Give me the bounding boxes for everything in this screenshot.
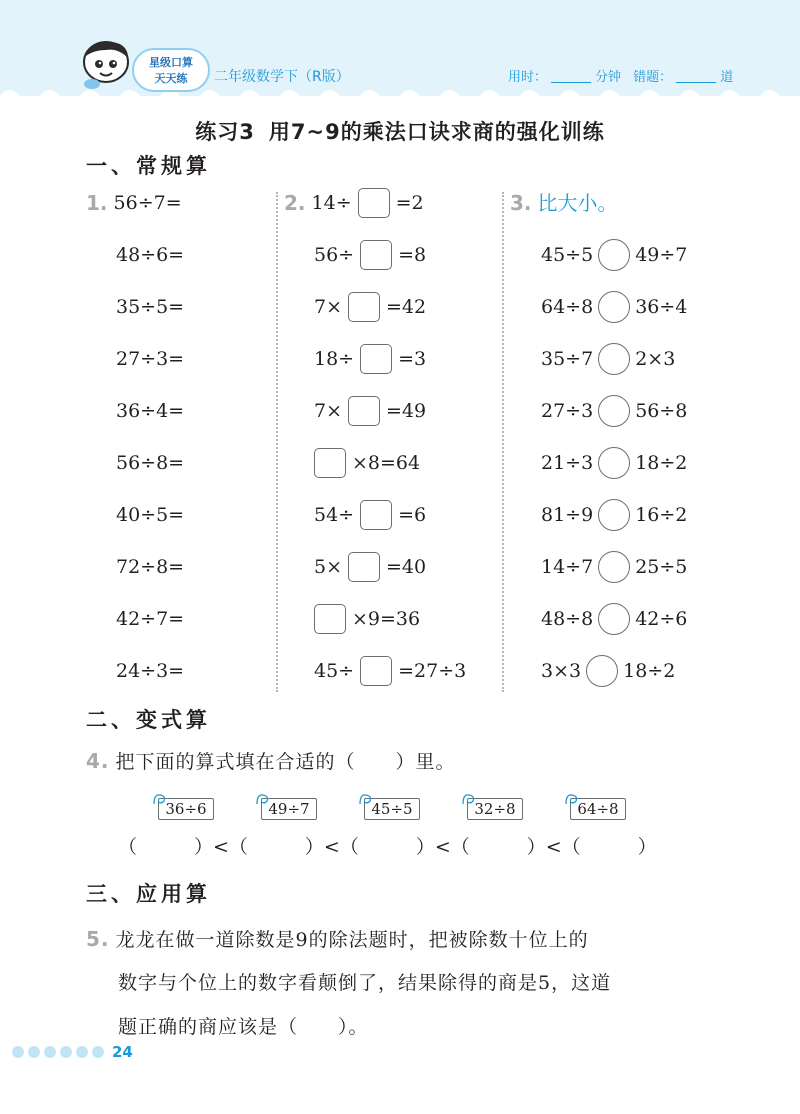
answer-box[interactable]	[314, 604, 346, 634]
time-errors-field	[508, 66, 733, 85]
q3-item	[541, 604, 687, 634]
compare-right: 18÷2	[623, 660, 676, 682]
q1-item	[116, 240, 184, 270]
compare-circle[interactable]	[598, 343, 630, 375]
equation-text: 72÷8=	[116, 556, 185, 578]
column-divider	[502, 192, 504, 692]
equation-text: 48÷6=	[116, 244, 185, 266]
q2-item	[314, 396, 426, 426]
compare-left: 3×3	[541, 660, 582, 682]
equation-left: 45÷	[314, 660, 355, 682]
answer-box[interactable]	[358, 188, 390, 218]
equation-left: 7×	[314, 296, 343, 318]
answer-box[interactable]	[348, 396, 380, 426]
equation-right: ×9=36	[352, 608, 421, 630]
equation-left: 7×	[314, 400, 343, 422]
grade-label: 二年级数学下（R版）	[214, 69, 350, 85]
column-divider	[276, 192, 278, 692]
equation-text: 24÷3=	[116, 660, 185, 682]
compare-right: 49÷7	[635, 244, 688, 266]
equation-text: 42÷7=	[116, 608, 185, 630]
q2-item	[314, 448, 420, 478]
card-expression: 32÷8	[474, 800, 516, 818]
card-expression: 36÷6	[165, 800, 207, 818]
expression-card	[255, 792, 319, 824]
equation-right: =49	[386, 400, 427, 422]
page-title	[0, 116, 800, 146]
section-heading-regular: 一、常规算	[86, 154, 211, 178]
q3-heading	[510, 188, 618, 218]
q2-item	[314, 292, 426, 322]
minute-label: 分钟	[595, 70, 622, 85]
compare-right: 25÷5	[635, 556, 688, 578]
equation-left: 14÷	[311, 192, 352, 214]
equation-left: 54÷	[314, 504, 355, 526]
section-heading-application: 三、应用算	[86, 882, 211, 906]
q3-item	[541, 500, 687, 530]
answer-box[interactable]	[348, 292, 380, 322]
equation-text: 56÷7=	[113, 192, 182, 214]
compare-circle[interactable]	[598, 447, 630, 479]
equation-right: ×8=64	[352, 452, 421, 474]
exercise-number: 练习3	[195, 120, 255, 144]
q1-item	[116, 656, 184, 686]
section-heading-variant: 二、变式算	[86, 708, 211, 732]
compare-left: 64÷8	[541, 296, 594, 318]
q2-item	[314, 240, 426, 270]
question-number: 3.	[510, 191, 532, 215]
equation-right: =6	[398, 504, 427, 526]
question-number: 4.	[86, 749, 110, 773]
question-3-instruction: 比大小。	[537, 191, 618, 215]
card-expression: 49÷7	[268, 800, 310, 818]
question-number: 2.	[284, 191, 306, 215]
exercise-title: 用7~9的乘法口诀求商的强化训练	[268, 120, 605, 144]
answer-box[interactable]	[360, 500, 392, 530]
q2-item	[314, 552, 426, 582]
equation-right: =2	[395, 192, 424, 214]
q3-item	[541, 448, 687, 478]
q2-item	[314, 500, 426, 530]
equation-left: 5×	[314, 556, 343, 578]
brand-subtitle: 天天练	[154, 72, 188, 85]
expression-card	[564, 792, 628, 824]
q2-item	[284, 188, 424, 218]
compare-left: 48÷8	[541, 608, 594, 630]
question-5-line3[interactable]: 题正确的商应该是（ ）。	[118, 1016, 369, 1038]
q3-item	[541, 552, 687, 582]
equation-left: 56÷	[314, 244, 355, 266]
compare-circle[interactable]	[598, 499, 630, 531]
answer-box[interactable]	[314, 448, 346, 478]
equation-right: =42	[386, 296, 427, 318]
q2-item	[314, 604, 420, 634]
equation-right: =3	[398, 348, 427, 370]
answer-box[interactable]	[360, 344, 392, 374]
equation-text: 27÷3=	[116, 348, 185, 370]
question-5-text: 龙龙在做一道除数是9的除法题时，把被除数十位上的	[115, 929, 589, 951]
question-4-text: 把下面的算式填在合适的（ ）里。	[115, 751, 456, 773]
compare-circle[interactable]	[598, 291, 630, 323]
q1-item	[116, 396, 184, 426]
footer-decoration	[12, 1044, 108, 1060]
compare-left: 45÷5	[541, 244, 594, 266]
q1-item	[86, 188, 182, 218]
brand-title: 星级口算	[149, 56, 193, 69]
equation-right: =27÷3	[398, 660, 467, 682]
page-number: 24	[112, 1043, 133, 1061]
errors-label: 错题：	[633, 70, 673, 85]
unit-label: 道	[720, 70, 734, 85]
question-5-line2: 数字与个位上的数字看颠倒了，结果除得的商是5，这道	[118, 972, 612, 994]
compare-right: 56÷8	[635, 400, 688, 422]
q3-item	[541, 396, 687, 426]
question-5-line1	[86, 924, 589, 955]
question-4-prompt	[86, 746, 456, 777]
q1-item	[116, 552, 184, 582]
q1-item	[116, 604, 184, 634]
compare-right: 42÷6	[635, 608, 688, 630]
equation-text: 36÷4=	[116, 400, 185, 422]
q1-item	[116, 500, 184, 530]
compare-left: 27÷3	[541, 400, 594, 422]
equation-text: 56÷8=	[116, 452, 185, 474]
q2-item	[314, 656, 466, 686]
card-expression: 64÷8	[577, 800, 619, 818]
q3-item	[541, 344, 675, 374]
compare-right: 2×3	[635, 348, 676, 370]
q1-item	[116, 448, 184, 478]
order-answer-row[interactable]: （ ）<（ ）<（ ）<（ ）<（ ）	[118, 836, 657, 858]
compare-circle[interactable]	[598, 551, 630, 583]
compare-left: 35÷7	[541, 348, 594, 370]
expression-card	[152, 792, 216, 824]
answer-box[interactable]	[348, 552, 380, 582]
compare-circle[interactable]	[598, 395, 630, 427]
q3-item	[541, 240, 687, 270]
compare-circle[interactable]	[598, 239, 630, 271]
question-number: 1.	[86, 191, 108, 215]
answer-box[interactable]	[360, 240, 392, 270]
compare-circle[interactable]	[586, 655, 618, 687]
answer-box[interactable]	[360, 656, 392, 686]
equation-left: 18÷	[314, 348, 355, 370]
q3-item	[541, 292, 687, 322]
mascot-icon	[78, 38, 134, 90]
compare-left: 21÷3	[541, 452, 594, 474]
expression-card	[461, 792, 525, 824]
card-expression: 45÷5	[371, 800, 413, 818]
errors-blank[interactable]	[676, 71, 716, 83]
compare-left: 14÷7	[541, 556, 594, 578]
q1-item	[116, 344, 184, 374]
time-blank[interactable]	[551, 71, 591, 83]
compare-right: 36÷4	[635, 296, 688, 318]
question-number: 5.	[86, 927, 110, 951]
q3-item	[541, 656, 675, 686]
time-label: 用时：	[508, 70, 548, 85]
expression-card	[358, 792, 422, 824]
equation-right: =40	[386, 556, 427, 578]
q1-item	[116, 292, 184, 322]
compare-right: 16÷2	[635, 504, 688, 526]
equation-right: =8	[398, 244, 427, 266]
compare-right: 18÷2	[635, 452, 688, 474]
q2-item	[314, 344, 426, 374]
compare-circle[interactable]	[598, 603, 630, 635]
equation-text: 40÷5=	[116, 504, 185, 526]
compare-left: 81÷9	[541, 504, 594, 526]
equation-text: 35÷5=	[116, 296, 185, 318]
